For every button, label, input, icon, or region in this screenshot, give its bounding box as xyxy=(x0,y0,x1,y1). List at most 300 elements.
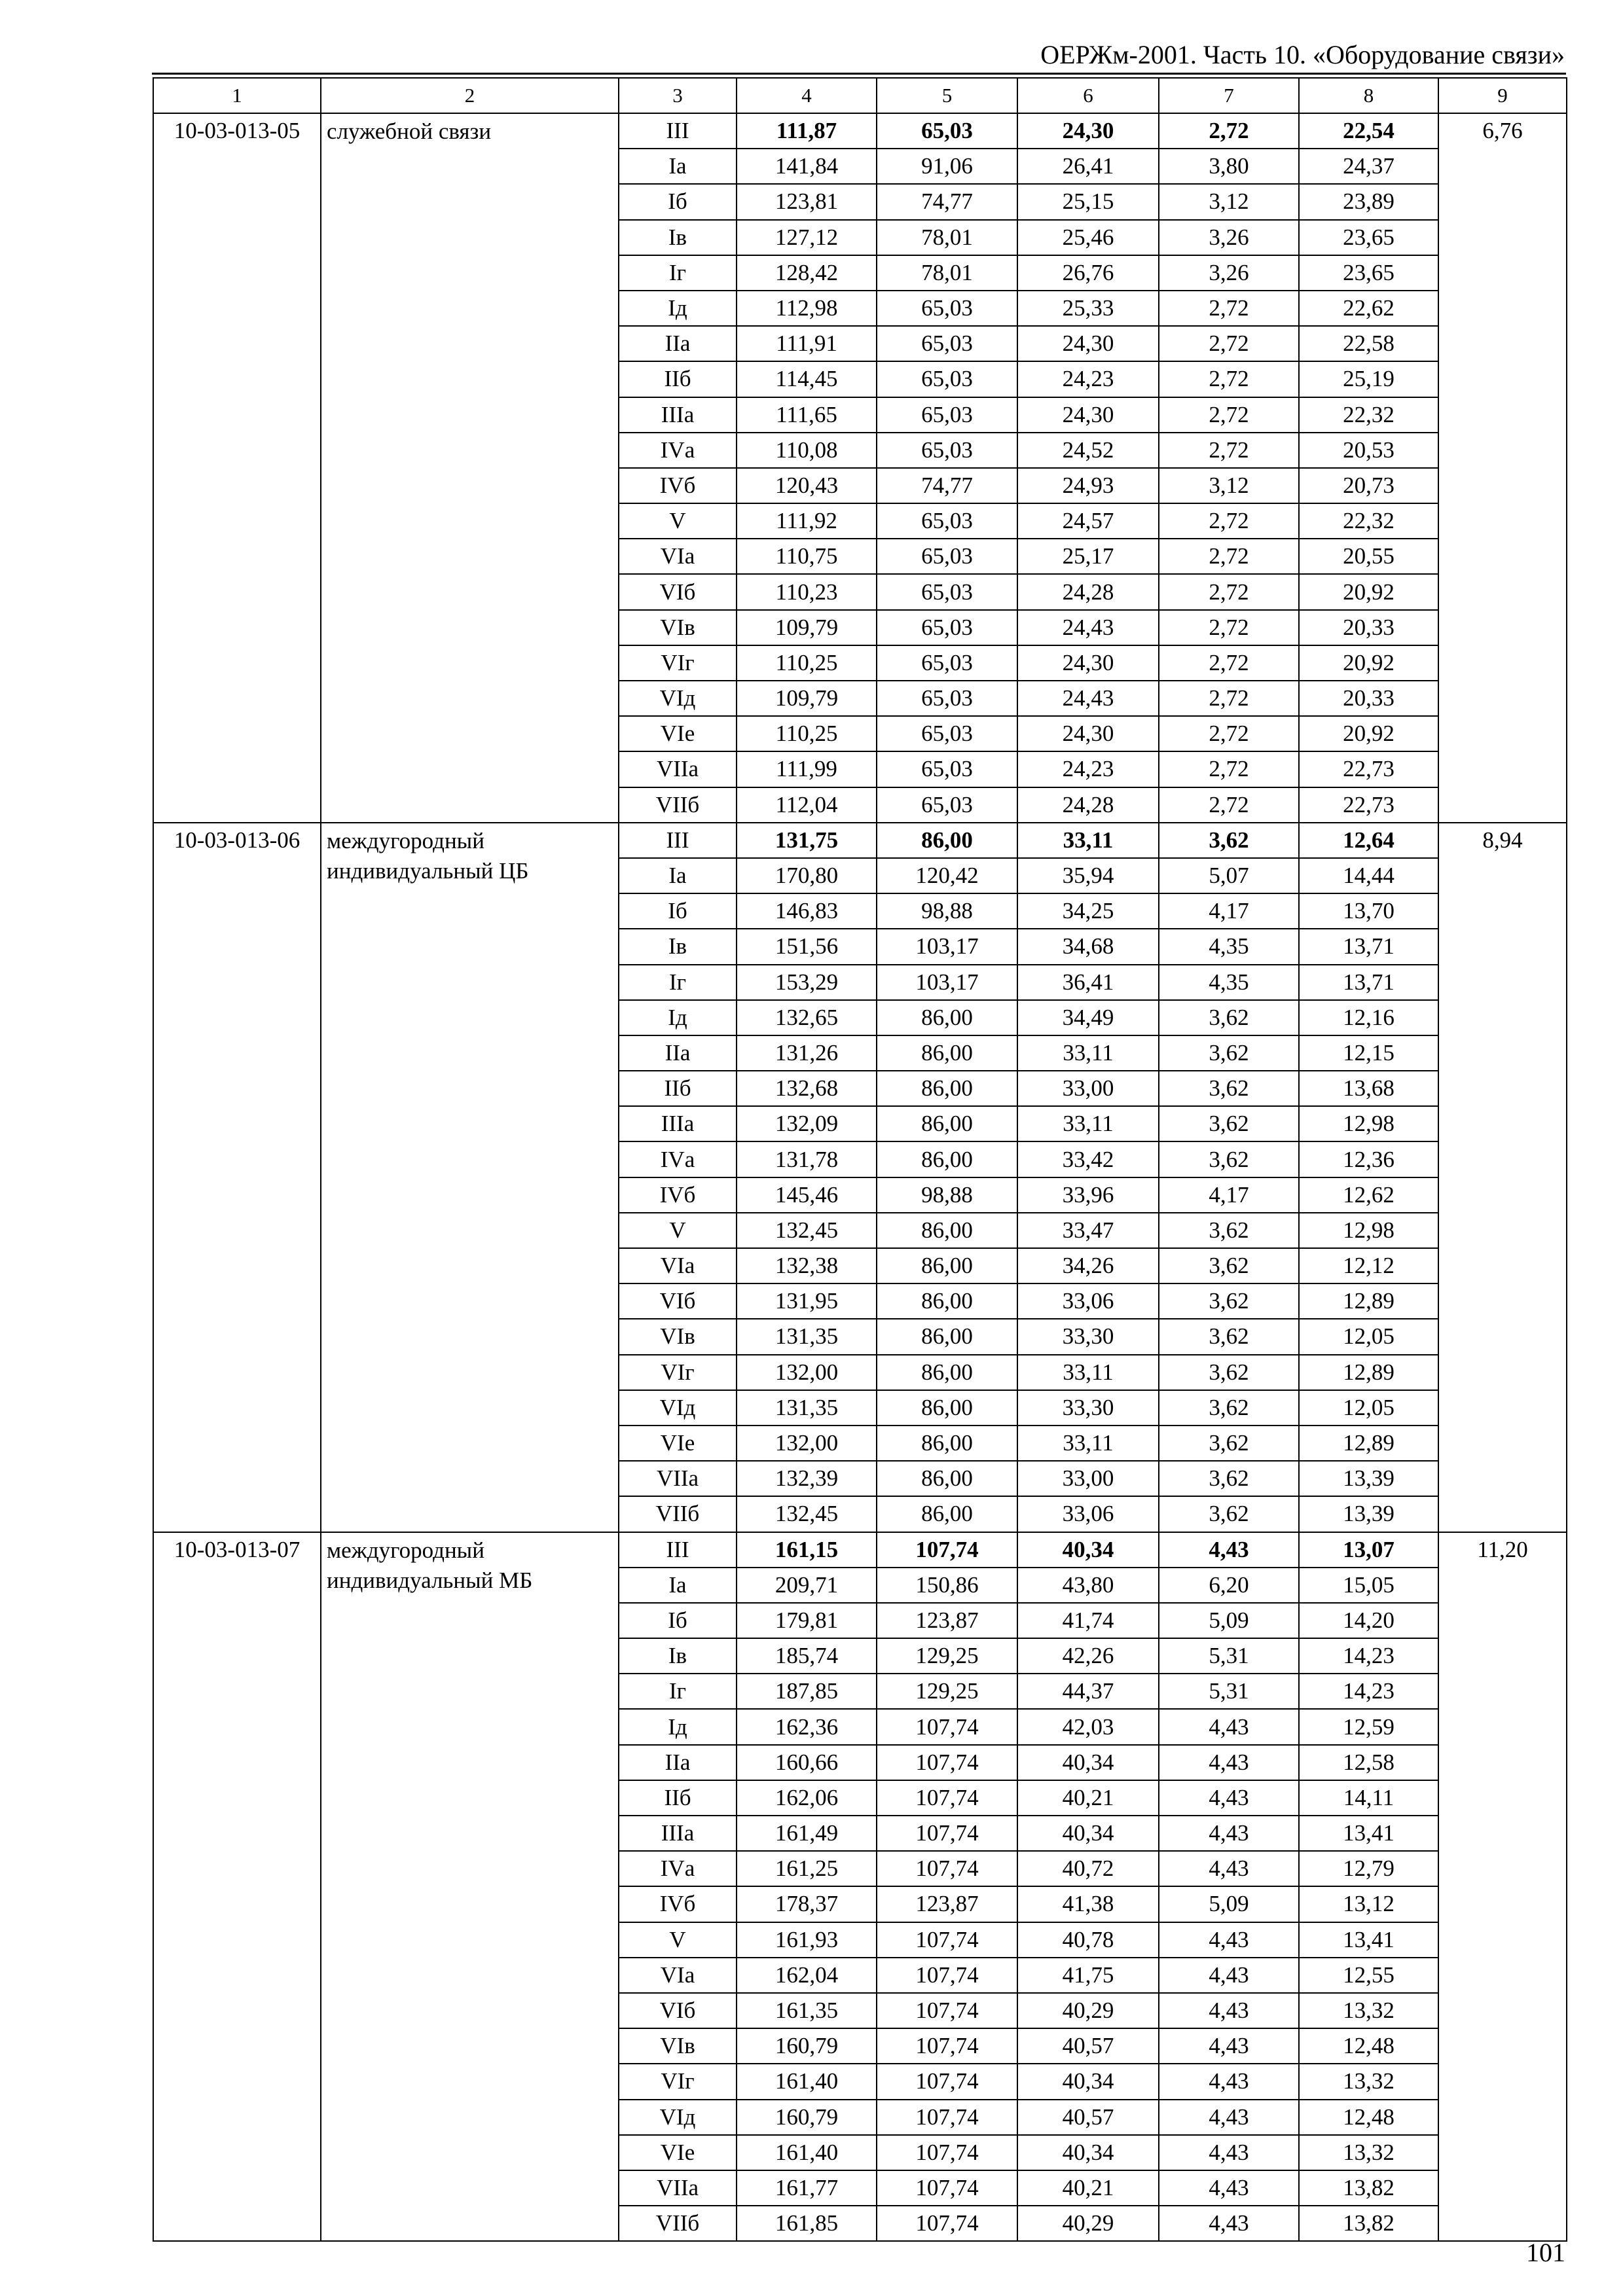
zone-cell: VIIа xyxy=(619,2170,737,2206)
value-cell: 12,12 xyxy=(1299,1248,1438,1283)
value-cell: 20,92 xyxy=(1299,716,1438,751)
value-cell: 33,30 xyxy=(1017,1319,1159,1354)
value-cell: 65,03 xyxy=(877,716,1017,751)
value-cell: 22,32 xyxy=(1299,503,1438,539)
value-cell: 25,33 xyxy=(1017,291,1159,326)
value-cell: 132,00 xyxy=(737,1355,877,1390)
value-cell: 20,53 xyxy=(1299,433,1438,468)
zone-cell: IIб xyxy=(619,361,737,397)
value-cell: 131,26 xyxy=(737,1035,877,1071)
zone-cell: Iб xyxy=(619,893,737,929)
value-cell: 86,00 xyxy=(877,1035,1017,1071)
value-cell: 2,72 xyxy=(1159,787,1299,823)
value-cell: 107,74 xyxy=(877,2206,1017,2241)
value-cell: 162,06 xyxy=(737,1780,877,1816)
value-cell: 146,83 xyxy=(737,893,877,929)
value-cell: 86,00 xyxy=(877,1461,1017,1496)
value-cell: 132,68 xyxy=(737,1071,877,1106)
value-cell: 5,07 xyxy=(1159,858,1299,893)
column-number-row xyxy=(153,78,1567,113)
value-cell: 161,25 xyxy=(737,1851,877,1886)
value-cell: 44,37 xyxy=(1017,1674,1159,1709)
value-cell: 170,80 xyxy=(737,858,877,893)
value-cell: 65,03 xyxy=(877,361,1017,397)
zone-cell: VIв xyxy=(619,1319,737,1354)
rate-code: 10-03-013-06 xyxy=(153,823,321,1532)
value-cell: 42,03 xyxy=(1017,1709,1159,1744)
value-cell: 5,09 xyxy=(1159,1886,1299,1922)
value-cell: 3,26 xyxy=(1159,220,1299,255)
value-cell: 2,72 xyxy=(1159,751,1299,787)
value-cell: 24,93 xyxy=(1017,468,1159,503)
zone-cell: IVа xyxy=(619,1851,737,1886)
value-cell: 40,21 xyxy=(1017,2170,1159,2206)
value-cell: 4,17 xyxy=(1159,893,1299,929)
value-cell: 131,35 xyxy=(737,1319,877,1354)
value-cell: 4,43 xyxy=(1159,2206,1299,2241)
value-cell: 4,43 xyxy=(1159,1851,1299,1886)
zone-cell: VIе xyxy=(619,716,737,751)
value-cell: 160,79 xyxy=(737,2028,877,2064)
value-cell: 40,34 xyxy=(1017,1816,1159,1851)
value-cell: 112,04 xyxy=(737,787,877,823)
value-cell: 40,34 xyxy=(1017,2135,1159,2170)
value-cell: 109,79 xyxy=(737,610,877,645)
value-cell: 24,43 xyxy=(1017,681,1159,716)
value-cell: 110,25 xyxy=(737,645,877,681)
zone-cell: VIе xyxy=(619,2135,737,2170)
value-cell: 42,26 xyxy=(1017,1638,1159,1674)
zone-cell: IIIа xyxy=(619,397,737,433)
zone-cell: Iб xyxy=(619,1603,737,1638)
column-number: 8 xyxy=(1299,78,1438,113)
value-cell: 161,77 xyxy=(737,2170,877,2206)
value-cell: 161,15 xyxy=(737,1532,877,1568)
zone-cell: V xyxy=(619,1213,737,1248)
value-cell: 3,62 xyxy=(1159,1035,1299,1071)
value-cell: 162,04 xyxy=(737,1958,877,1993)
value-cell: 40,34 xyxy=(1017,1745,1159,1780)
value-cell: 86,00 xyxy=(877,1283,1017,1319)
value-cell: 40,34 xyxy=(1017,1532,1159,1568)
value-cell: 65,03 xyxy=(877,539,1017,574)
value-cell: 24,30 xyxy=(1017,716,1159,751)
zone-cell: VIд xyxy=(619,2100,737,2135)
value-cell: 179,81 xyxy=(737,1603,877,1638)
zone-cell: IVа xyxy=(619,433,737,468)
value-cell: 24,28 xyxy=(1017,574,1159,609)
value-cell: 34,49 xyxy=(1017,1000,1159,1035)
value-cell: 161,40 xyxy=(737,2135,877,2170)
value-cell: 111,99 xyxy=(737,751,877,787)
value-cell: 33,00 xyxy=(1017,1071,1159,1106)
value-cell: 86,00 xyxy=(877,1319,1017,1354)
rate-note: 6,76 xyxy=(1438,113,1567,823)
value-cell: 65,03 xyxy=(877,433,1017,468)
value-cell: 141,84 xyxy=(737,149,877,184)
value-cell: 12,05 xyxy=(1299,1319,1438,1354)
zone-cell: Iд xyxy=(619,1000,737,1035)
value-cell: 13,71 xyxy=(1299,929,1438,964)
value-cell: 13,71 xyxy=(1299,965,1438,1000)
value-cell: 2,72 xyxy=(1159,645,1299,681)
value-cell: 25,15 xyxy=(1017,184,1159,219)
value-cell: 33,11 xyxy=(1017,1426,1159,1461)
value-cell: 33,96 xyxy=(1017,1177,1159,1213)
value-cell: 40,57 xyxy=(1017,2028,1159,2064)
value-cell: 24,30 xyxy=(1017,645,1159,681)
value-cell: 3,62 xyxy=(1159,1319,1299,1354)
value-cell: 12,79 xyxy=(1299,1851,1438,1886)
value-cell: 40,78 xyxy=(1017,1922,1159,1958)
zone-cell: V xyxy=(619,503,737,539)
value-cell: 20,73 xyxy=(1299,468,1438,503)
value-cell: 65,03 xyxy=(877,645,1017,681)
zone-cell: VIг xyxy=(619,645,737,681)
zone-cell: III xyxy=(619,113,737,149)
value-cell: 12,15 xyxy=(1299,1035,1438,1071)
value-cell: 23,89 xyxy=(1299,184,1438,219)
value-cell: 86,00 xyxy=(877,1426,1017,1461)
zone-cell: VIг xyxy=(619,2064,737,2099)
zone-cell: Iв xyxy=(619,220,737,255)
value-cell: 107,74 xyxy=(877,1816,1017,1851)
value-cell: 131,95 xyxy=(737,1283,877,1319)
value-cell: 24,30 xyxy=(1017,113,1159,149)
value-cell: 13,70 xyxy=(1299,893,1438,929)
value-cell: 4,43 xyxy=(1159,1532,1299,1568)
zone-cell: VIIб xyxy=(619,787,737,823)
value-cell: 24,43 xyxy=(1017,610,1159,645)
value-cell: 43,80 xyxy=(1017,1568,1159,1603)
value-cell: 131,75 xyxy=(737,823,877,858)
value-cell: 14,20 xyxy=(1299,1603,1438,1638)
value-cell: 34,25 xyxy=(1017,893,1159,929)
value-cell: 2,72 xyxy=(1159,326,1299,361)
zone-cell: VIIа xyxy=(619,751,737,787)
value-cell: 33,47 xyxy=(1017,1213,1159,1248)
value-cell: 2,72 xyxy=(1159,681,1299,716)
value-cell: 107,74 xyxy=(877,2170,1017,2206)
value-cell: 33,11 xyxy=(1017,1106,1159,1141)
value-cell: 3,12 xyxy=(1159,468,1299,503)
value-cell: 13,68 xyxy=(1299,1071,1438,1106)
value-cell: 4,43 xyxy=(1159,1816,1299,1851)
value-cell: 107,74 xyxy=(877,2135,1017,2170)
rate-name: междугородный индивидуальный МБ xyxy=(321,1532,619,2242)
zone-cell: VIIб xyxy=(619,1496,737,1532)
value-cell: 107,74 xyxy=(877,1745,1017,1780)
value-cell: 20,33 xyxy=(1299,610,1438,645)
table-row xyxy=(153,823,1567,858)
value-cell: 2,72 xyxy=(1159,361,1299,397)
value-cell: 13,82 xyxy=(1299,2170,1438,2206)
value-cell: 24,23 xyxy=(1017,751,1159,787)
value-cell: 132,09 xyxy=(737,1106,877,1141)
zone-cell: VIIа xyxy=(619,1461,737,1496)
value-cell: 33,42 xyxy=(1017,1141,1159,1177)
value-cell: 33,11 xyxy=(1017,1035,1159,1071)
rate-name: междугородный индивидуальный ЦБ xyxy=(321,823,619,1532)
value-cell: 14,23 xyxy=(1299,1638,1438,1674)
value-cell: 24,57 xyxy=(1017,503,1159,539)
value-cell: 40,29 xyxy=(1017,1993,1159,2028)
value-cell: 2,72 xyxy=(1159,574,1299,609)
value-cell: 4,43 xyxy=(1159,2170,1299,2206)
value-cell: 4,43 xyxy=(1159,1993,1299,2028)
value-cell: 12,05 xyxy=(1299,1390,1438,1426)
value-cell: 4,43 xyxy=(1159,1709,1299,1744)
value-cell: 65,03 xyxy=(877,397,1017,433)
column-number: 9 xyxy=(1438,78,1567,113)
value-cell: 127,12 xyxy=(737,220,877,255)
value-cell: 5,31 xyxy=(1159,1638,1299,1674)
value-cell: 41,74 xyxy=(1017,1603,1159,1638)
value-cell: 86,00 xyxy=(877,1071,1017,1106)
value-cell: 33,11 xyxy=(1017,823,1159,858)
zone-cell: VIд xyxy=(619,681,737,716)
value-cell: 13,39 xyxy=(1299,1496,1438,1532)
value-cell: 22,73 xyxy=(1299,787,1438,823)
value-cell: 98,88 xyxy=(877,893,1017,929)
value-cell: 161,85 xyxy=(737,2206,877,2241)
value-cell: 3,62 xyxy=(1159,1213,1299,1248)
value-cell: 2,72 xyxy=(1159,503,1299,539)
value-cell: 5,31 xyxy=(1159,1674,1299,1709)
value-cell: 2,72 xyxy=(1159,610,1299,645)
value-cell: 20,55 xyxy=(1299,539,1438,574)
value-cell: 34,68 xyxy=(1017,929,1159,964)
value-cell: 12,98 xyxy=(1299,1213,1438,1248)
value-cell: 65,03 xyxy=(877,503,1017,539)
value-cell: 4,17 xyxy=(1159,1177,1299,1213)
table-row xyxy=(153,1532,1567,1568)
rates-table xyxy=(153,77,1567,2242)
value-cell: 13,39 xyxy=(1299,1461,1438,1496)
zone-cell: VIд xyxy=(619,1390,737,1426)
column-number: 3 xyxy=(619,78,737,113)
value-cell: 86,00 xyxy=(877,1390,1017,1426)
zone-cell: Iг xyxy=(619,1674,737,1709)
value-cell: 86,00 xyxy=(877,1000,1017,1035)
value-cell: 5,09 xyxy=(1159,1603,1299,1638)
value-cell: 4,43 xyxy=(1159,2135,1299,2170)
value-cell: 26,76 xyxy=(1017,255,1159,291)
value-cell: 4,43 xyxy=(1159,1745,1299,1780)
value-cell: 4,43 xyxy=(1159,1922,1299,1958)
value-cell: 25,46 xyxy=(1017,220,1159,255)
value-cell: 3,62 xyxy=(1159,1071,1299,1106)
value-cell: 12,64 xyxy=(1299,823,1438,858)
value-cell: 25,19 xyxy=(1299,361,1438,397)
value-cell: 24,23 xyxy=(1017,361,1159,397)
value-cell: 209,71 xyxy=(737,1568,877,1603)
value-cell: 151,56 xyxy=(737,929,877,964)
value-cell: 65,03 xyxy=(877,291,1017,326)
value-cell: 24,37 xyxy=(1299,149,1438,184)
value-cell: 3,62 xyxy=(1159,1461,1299,1496)
value-cell: 128,42 xyxy=(737,255,877,291)
value-cell: 185,74 xyxy=(737,1638,877,1674)
value-cell: 78,01 xyxy=(877,220,1017,255)
zone-cell: IIIа xyxy=(619,1106,737,1141)
zone-cell: IIб xyxy=(619,1780,737,1816)
value-cell: 110,25 xyxy=(737,716,877,751)
column-number: 7 xyxy=(1159,78,1299,113)
value-cell: 2,72 xyxy=(1159,113,1299,149)
value-cell: 131,35 xyxy=(737,1390,877,1426)
value-cell: 13,82 xyxy=(1299,2206,1438,2241)
value-cell: 110,23 xyxy=(737,574,877,609)
value-cell: 20,33 xyxy=(1299,681,1438,716)
value-cell: 12,48 xyxy=(1299,2100,1438,2135)
value-cell: 109,79 xyxy=(737,681,877,716)
table-body xyxy=(153,78,1567,2241)
value-cell: 123,81 xyxy=(737,184,877,219)
value-cell: 107,74 xyxy=(877,2064,1017,2099)
value-cell: 4,43 xyxy=(1159,2028,1299,2064)
value-cell: 23,65 xyxy=(1299,255,1438,291)
value-cell: 12,89 xyxy=(1299,1426,1438,1461)
value-cell: 13,41 xyxy=(1299,1816,1438,1851)
value-cell: 107,74 xyxy=(877,1851,1017,1886)
value-cell: 120,43 xyxy=(737,468,877,503)
zone-cell: IIб xyxy=(619,1071,737,1106)
value-cell: 107,74 xyxy=(877,1532,1017,1568)
value-cell: 132,00 xyxy=(737,1426,877,1461)
zone-cell: Iб xyxy=(619,184,737,219)
zone-cell: III xyxy=(619,1532,737,1568)
value-cell: 123,87 xyxy=(877,1886,1017,1922)
value-cell: 107,74 xyxy=(877,1993,1017,2028)
value-cell: 161,35 xyxy=(737,1993,877,2028)
value-cell: 24,28 xyxy=(1017,787,1159,823)
value-cell: 12,62 xyxy=(1299,1177,1438,1213)
rate-code: 10-03-013-07 xyxy=(153,1532,321,2242)
value-cell: 111,87 xyxy=(737,113,877,149)
rate-name: служебной связи xyxy=(321,113,619,823)
zone-cell: III xyxy=(619,823,737,858)
value-cell: 103,17 xyxy=(877,965,1017,1000)
value-cell: 36,41 xyxy=(1017,965,1159,1000)
value-cell: 3,62 xyxy=(1159,1283,1299,1319)
value-cell: 2,72 xyxy=(1159,397,1299,433)
value-cell: 86,00 xyxy=(877,1355,1017,1390)
value-cell: 91,06 xyxy=(877,149,1017,184)
zone-cell: VIа xyxy=(619,1248,737,1283)
value-cell: 12,89 xyxy=(1299,1355,1438,1390)
zone-cell: IVа xyxy=(619,1141,737,1177)
zone-cell: IIа xyxy=(619,1035,737,1071)
value-cell: 12,16 xyxy=(1299,1000,1438,1035)
rate-note: 8,94 xyxy=(1438,823,1567,1532)
value-cell: 132,45 xyxy=(737,1213,877,1248)
value-cell: 65,03 xyxy=(877,113,1017,149)
value-cell: 98,88 xyxy=(877,1177,1017,1213)
value-cell: 86,00 xyxy=(877,823,1017,858)
value-cell: 107,74 xyxy=(877,2028,1017,2064)
value-cell: 12,36 xyxy=(1299,1141,1438,1177)
zone-cell: VIа xyxy=(619,1958,737,1993)
page-number: 101 xyxy=(1526,2238,1565,2267)
value-cell: 33,00 xyxy=(1017,1461,1159,1496)
value-cell: 86,00 xyxy=(877,1213,1017,1248)
value-cell: 24,30 xyxy=(1017,326,1159,361)
value-cell: 123,87 xyxy=(877,1603,1017,1638)
value-cell: 13,12 xyxy=(1299,1886,1438,1922)
zone-cell: Iа xyxy=(619,1568,737,1603)
value-cell: 12,98 xyxy=(1299,1106,1438,1141)
value-cell: 33,11 xyxy=(1017,1355,1159,1390)
zone-cell: Iг xyxy=(619,965,737,1000)
value-cell: 107,74 xyxy=(877,1780,1017,1816)
value-cell: 3,62 xyxy=(1159,1000,1299,1035)
value-cell: 3,62 xyxy=(1159,1248,1299,1283)
zone-cell: Iа xyxy=(619,858,737,893)
value-cell: 22,58 xyxy=(1299,326,1438,361)
value-cell: 145,46 xyxy=(737,1177,877,1213)
value-cell: 40,57 xyxy=(1017,2100,1159,2135)
value-cell: 15,05 xyxy=(1299,1568,1438,1603)
zone-cell: Iд xyxy=(619,1709,737,1744)
value-cell: 3,62 xyxy=(1159,1355,1299,1390)
value-cell: 14,44 xyxy=(1299,858,1438,893)
rate-code: 10-03-013-05 xyxy=(153,113,321,823)
value-cell: 14,11 xyxy=(1299,1780,1438,1816)
value-cell: 13,32 xyxy=(1299,1993,1438,2028)
value-cell: 3,12 xyxy=(1159,184,1299,219)
value-cell: 86,00 xyxy=(877,1141,1017,1177)
value-cell: 13,07 xyxy=(1299,1532,1438,1568)
value-cell: 12,89 xyxy=(1299,1283,1438,1319)
value-cell: 65,03 xyxy=(877,574,1017,609)
value-cell: 14,23 xyxy=(1299,1674,1438,1709)
value-cell: 150,86 xyxy=(877,1568,1017,1603)
zone-cell: Iд xyxy=(619,291,737,326)
zone-cell: VIв xyxy=(619,2028,737,2064)
zone-cell: IIа xyxy=(619,326,737,361)
value-cell: 2,72 xyxy=(1159,433,1299,468)
value-cell: 132,38 xyxy=(737,1248,877,1283)
value-cell: 74,77 xyxy=(877,184,1017,219)
value-cell: 74,77 xyxy=(877,468,1017,503)
value-cell: 4,43 xyxy=(1159,2100,1299,2135)
value-cell: 22,32 xyxy=(1299,397,1438,433)
value-cell: 107,74 xyxy=(877,1709,1017,1744)
value-cell: 12,55 xyxy=(1299,1958,1438,1993)
value-cell: 24,30 xyxy=(1017,397,1159,433)
value-cell: 103,17 xyxy=(877,929,1017,964)
value-cell: 65,03 xyxy=(877,681,1017,716)
value-cell: 3,62 xyxy=(1159,1106,1299,1141)
value-cell: 110,75 xyxy=(737,539,877,574)
zone-cell: VIб xyxy=(619,1283,737,1319)
value-cell: 33,06 xyxy=(1017,1496,1159,1532)
zone-cell: V xyxy=(619,1922,737,1958)
value-cell: 4,43 xyxy=(1159,1780,1299,1816)
value-cell: 132,65 xyxy=(737,1000,877,1035)
zone-cell: Iв xyxy=(619,929,737,964)
value-cell: 41,38 xyxy=(1017,1886,1159,1922)
table-row xyxy=(153,113,1567,149)
value-cell: 20,92 xyxy=(1299,574,1438,609)
value-cell: 2,72 xyxy=(1159,539,1299,574)
zone-cell: VIв xyxy=(619,610,737,645)
zone-cell: VIб xyxy=(619,574,737,609)
value-cell: 65,03 xyxy=(877,751,1017,787)
value-cell: 40,34 xyxy=(1017,2064,1159,2099)
value-cell: 86,00 xyxy=(877,1248,1017,1283)
